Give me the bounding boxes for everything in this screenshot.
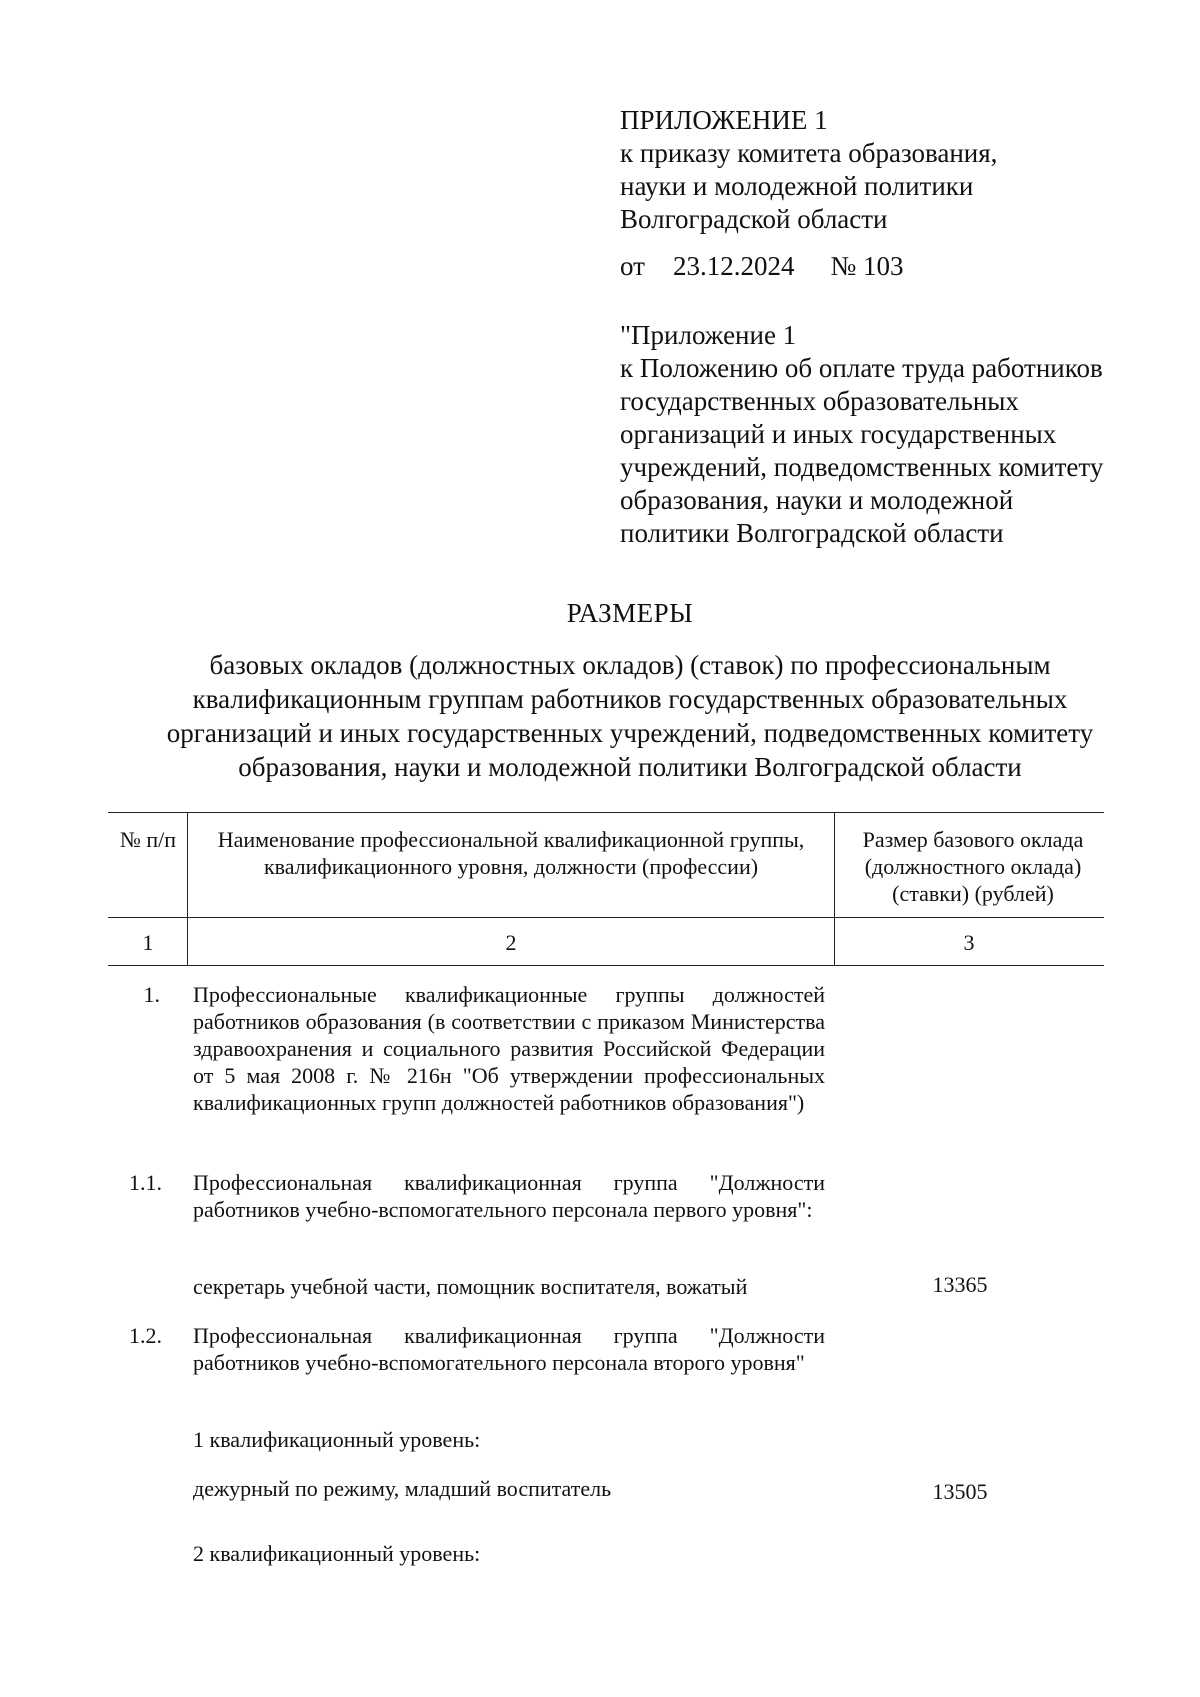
appendix-line: "Приложение 1 — [620, 320, 797, 350]
column-number: 1 — [142, 930, 154, 955]
appendix-reference — [620, 319, 1140, 550]
annex-line: науки и молодежной политики — [620, 171, 974, 201]
row-number: 1.2. — [129, 1323, 162, 1348]
appendix-line: к Положению об оплате труда работников — [620, 353, 1103, 383]
table-header-rule — [108, 917, 1104, 918]
document-subtitle: базовых окладов (должностных окладов) (ставок) по профессиональным квалификационным группам работников государственных образовательных организаций и иных государственных учреждений, подведомственных комитету образования, науки и молодежной политики Волгоградской области — [166, 650, 1094, 782]
column-number: 2 — [505, 930, 517, 955]
annex-title: ПРИЛОЖЕНИЕ 1 — [620, 105, 828, 135]
appendix-line: организаций и иных государственных — [620, 419, 1057, 449]
appendix-line: государственных образовательных — [620, 386, 1019, 416]
header-salary: Размер базового оклада (должностного оклада) (ставки) (рублей) — [862, 827, 1084, 906]
table-numbers-rule — [108, 965, 1104, 966]
appendix-line: политики Волгоградской области — [620, 518, 1004, 548]
row-number: 1.1. — [129, 1170, 162, 1195]
row-text: 1 квалификационный уровень: — [193, 1427, 481, 1452]
order-prefix: от — [620, 251, 645, 281]
row-text: дежурный по режиму, младший воспитатель — [193, 1476, 612, 1501]
row-text: 2 квалификационный уровень: — [193, 1541, 481, 1566]
order-number: № 103 — [830, 251, 904, 281]
appendix-line: образования, науки и молодежной — [620, 485, 1014, 515]
row-number: 1. — [143, 982, 160, 1007]
annex-header — [620, 104, 1140, 550]
column-number: 3 — [963, 930, 975, 955]
header-number: № п/п — [119, 827, 177, 852]
row-text: Профессиональная квалификационная группа "Должности работников учебно-вспомогательного персонала первого уровня": — [193, 1170, 825, 1222]
annex-line: к приказу комитета образования, — [620, 138, 998, 168]
order-date: 23.12.2024 — [672, 251, 795, 281]
header-name: Наименование профессиональной квалификационной группы, квалификационного уровня, должности (профессии) — [217, 827, 805, 879]
row-text: секретарь учебной части, помощник воспитателя, вожатый — [193, 1274, 748, 1299]
appendix-line: учреждений, подведомственных комитету — [620, 452, 1104, 482]
document-title: РАЗМЕРЫ — [566, 598, 694, 628]
row-value: 13365 — [932, 1272, 988, 1297]
row-text: Профессиональные квалификационные группы должностей работников образования (в соответствии с приказом Министерства здравоохранения и социального развития Российской Федерации от 5 мая 2008 г. № 216н "Об утверждении профессиональных квалификационных групп должностей работников образования") — [193, 982, 825, 1115]
annex-line: Волгоградской области — [620, 204, 888, 234]
row-value: 13505 — [932, 1479, 988, 1504]
order-line — [620, 250, 1140, 283]
row-text: Профессиональная квалификационная группа "Должности работников учебно-вспомогательного персонала второго уровня" — [193, 1323, 825, 1375]
table-top-rule — [108, 812, 1104, 813]
